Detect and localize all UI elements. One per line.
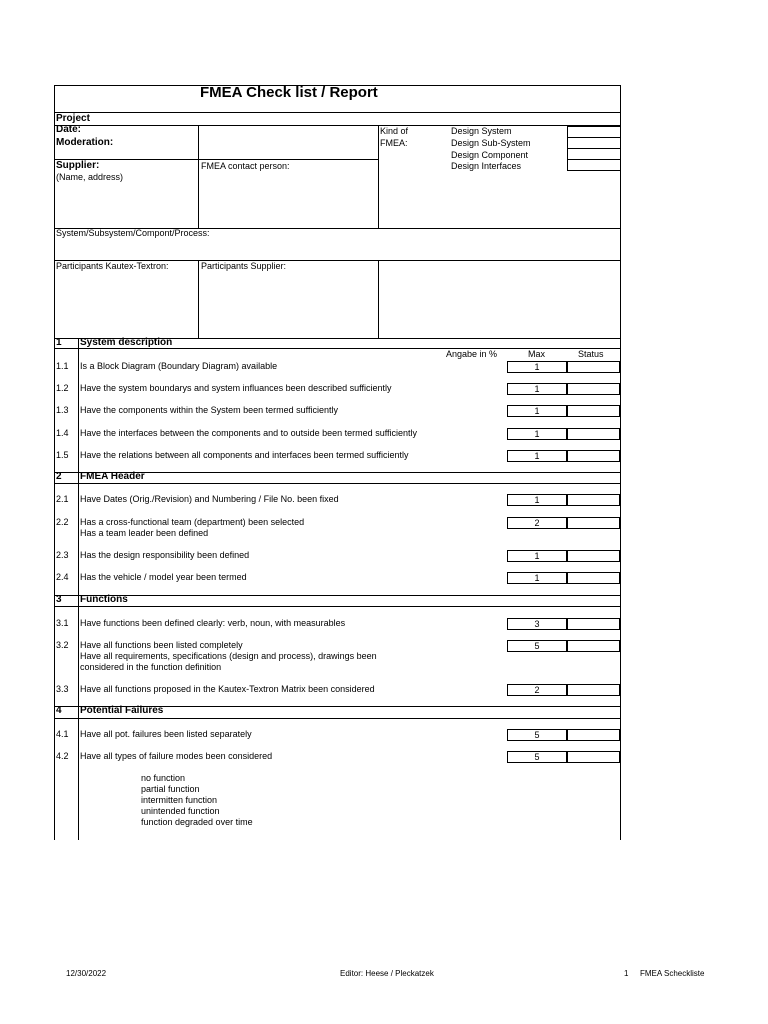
item-max-box: 1 [507,383,567,395]
header-rule [54,159,378,160]
date-label: Date: [56,124,82,135]
item-question: Have Dates (Orig./Revision) and Numbering / File No. been fixed [80,494,339,504]
kind-of-label: Kind of [380,126,409,136]
participants-supplier-label: Participants Supplier: [201,261,287,271]
failure-type: unintended function [141,806,220,816]
item-status-field[interactable] [567,684,620,696]
item-max-box: 1 [507,550,567,562]
item-question: Have all functions been listed completely [80,640,243,650]
header-rule [54,112,621,113]
section-number: 4 [56,705,62,716]
item-status-field[interactable] [567,494,620,506]
item-number: 2.4 [56,572,69,582]
item-max-box: 5 [507,751,567,763]
footer-page-number: 1 [624,969,629,978]
header-divider [378,125,379,228]
system-label: System/Subsystem/Compont/Process: [56,228,210,238]
header-rule [54,125,621,126]
supplier-label: Supplier: [56,160,100,171]
item-number: 3.1 [56,618,69,628]
item-question: Have the system boundarys and system influances been described sufficiently [80,383,392,393]
footer-filename: FMEA Scheckliste [640,969,705,978]
item-status-field[interactable] [567,572,620,584]
item-status-field[interactable] [567,618,620,630]
item-max-box: 5 [507,729,567,741]
section-title: FMEA Header [80,471,145,482]
max-header: Max [528,349,546,359]
item-question-continued: considered in the function definition [80,662,222,672]
number-column-divider [78,338,79,840]
item-question: Have all types of failure modes been considered [80,751,273,761]
item-question: Have the relations between all components and interfaces been termed sufficiently [80,450,409,460]
kind-checkbox[interactable] [567,159,621,171]
item-status-field[interactable] [567,361,620,373]
item-question: Have all functions proposed in the Kautex-Textron Matrix been considered [80,684,375,694]
section-title: Functions [80,594,128,605]
item-max-box: 2 [507,684,567,696]
kind-option: Design System [451,126,512,136]
section-title: System description [80,337,173,348]
section-number: 3 [56,594,62,605]
item-max-box: 1 [507,494,567,506]
kind-option: Design Component [451,150,529,160]
item-status-field[interactable] [567,517,620,529]
item-number: 2.2 [56,517,69,527]
item-status-field[interactable] [567,450,620,462]
frame-left [54,85,55,840]
form-title: FMEA Check list / Report [200,84,378,101]
item-question: Have the interfaces between the components and to outside been termed sufficiently [80,428,418,438]
item-status-field[interactable] [567,428,620,440]
item-number: 1.4 [56,428,69,438]
section-number: 2 [56,471,62,482]
item-status-field[interactable] [567,751,620,763]
failure-type: intermitten function [141,795,218,805]
item-number: 2.3 [56,550,69,560]
item-max-box: 1 [507,361,567,373]
item-status-field[interactable] [567,383,620,395]
section-number: 1 [56,337,62,348]
item-max-box: 2 [507,517,567,529]
section-rule [54,483,621,484]
item-question: Have all pot. failures been listed separately [80,729,252,739]
item-status-field[interactable] [567,729,620,741]
angabe-header: Angabe in % [446,349,498,359]
participants-kautex-label: Participants Kautex-Textron: [56,261,169,271]
fmea-label: FMEA: [380,138,408,148]
item-question: Have functions been defined clearly: verb, noun, with measurables [80,618,346,628]
item-number: 1.2 [56,383,69,393]
item-max-box: 1 [507,428,567,440]
kind-option: Design Sub-System [451,138,531,148]
item-number: 1.3 [56,405,69,415]
item-status-field[interactable] [567,640,620,652]
status-header: Status [578,349,604,359]
footer-date: 12/30/2022 [66,969,107,978]
section-title: Potential Failures [80,705,164,716]
item-question: Has the design responsibility been defined [80,550,250,560]
item-question: Has the vehicle / model year been termed [80,572,247,582]
moderation-label: Moderation: [56,137,114,148]
item-question: Is a Block Diagram (Boundary Diagram) available [80,361,278,371]
frame-right [620,85,621,840]
failure-type: partial function [141,784,200,794]
item-number: 2.1 [56,494,69,504]
item-max-box: 1 [507,572,567,584]
item-status-field[interactable] [567,405,620,417]
item-max-box: 1 [507,450,567,462]
item-question: Has a cross-functional team (department) been selected [80,517,305,527]
item-number: 3.3 [56,684,69,694]
name-address-label: (Name, address) [56,172,124,182]
item-max-box: 3 [507,618,567,630]
failure-type: no function [141,773,186,783]
failure-type: function degraded over time [141,817,253,827]
item-number: 1.1 [56,361,69,371]
item-question-continued: Have all requirements, specifications (design and process), drawings been [80,651,377,661]
item-question: Have the components within the System been termed sufficiently [80,405,338,415]
section-rule [54,606,621,607]
footer-editor: Editor: Heese / Pleckatzek [340,969,434,978]
item-max-box: 5 [507,640,567,652]
item-number: 1.5 [56,450,69,460]
item-status-field[interactable] [567,550,620,562]
header-divider [378,260,379,338]
header-divider [198,125,199,228]
kind-option: Design Interfaces [451,161,522,171]
section-rule [54,718,621,719]
item-question-continued: Has a team leader been defined [80,528,209,538]
frame-top [54,85,621,86]
item-number: 3.2 [56,640,69,650]
item-max-box: 1 [507,405,567,417]
section-rule [54,595,621,596]
header-divider [198,260,199,338]
project-label: Project [56,113,90,124]
contact-person-label: FMEA contact person: [201,161,290,171]
item-number: 4.1 [56,729,69,739]
item-number: 4.2 [56,751,69,761]
